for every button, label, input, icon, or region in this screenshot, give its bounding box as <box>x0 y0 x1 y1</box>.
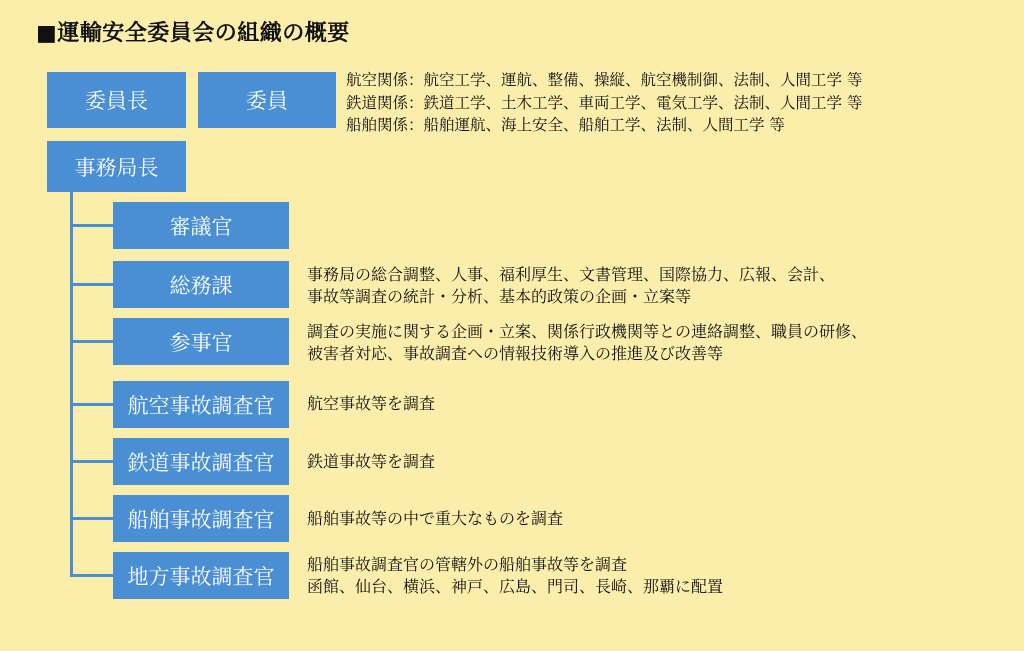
description-line: 被害者対応、事故調査への情報技術導入の推進及び改善等 <box>307 344 724 363</box>
unit-description <box>307 393 435 415</box>
description-line: 船舶事故調査官の管轄外の船舶事故等を調査 <box>307 555 628 574</box>
unit-box-aviation-investigator <box>113 381 289 428</box>
unit-label: 地方事故調査官 <box>127 564 275 589</box>
description-line: 航空事故等を調査 <box>307 394 436 413</box>
branch-line <box>70 403 113 406</box>
page-title: ■運輸安全委員会の組織の概要 <box>36 21 350 46</box>
unit-description <box>307 321 867 365</box>
member-label: 委員 <box>246 89 288 113</box>
branch-line <box>70 283 113 286</box>
unit-box-counsellor <box>113 318 289 365</box>
secretary-general-box <box>47 141 186 192</box>
unit-box-regional-investigator <box>113 552 289 599</box>
member-field-aviation: 航空関係：航空工学、運航、整備、操縦、航空機制御、法制、人間工学 等 <box>346 71 863 89</box>
description-line: 調査の実施に関する企画・立案、関係行政機関等との連絡調整、職員の研修、 <box>307 322 868 341</box>
description-line: 船舶事故等の中で重大なものを調査 <box>307 509 564 528</box>
branch-line <box>70 574 113 577</box>
unit-box-deliberation-officer <box>113 202 289 249</box>
unit-label: 船舶事故調査官 <box>127 507 275 532</box>
unit-description <box>307 451 435 473</box>
member-box <box>198 72 336 128</box>
description-line: 函館、仙台、横浜、神戸、広島、門司、長崎、那覇に配置 <box>307 577 724 596</box>
unit-label: 鉄道事故調査官 <box>127 450 275 475</box>
member-field-marine: 船舶関係：船舶運航、海上安全、船舶工学、法制、人間工学 等 <box>346 116 785 134</box>
secretary-general-label: 事務局長 <box>74 155 159 180</box>
chair-label: 委員長 <box>85 89 148 113</box>
chair-box <box>47 72 186 128</box>
unit-label: 航空事故調査官 <box>127 393 275 418</box>
unit-description <box>307 508 563 530</box>
branch-line <box>70 517 113 520</box>
member-field-railway: 鉄道関係：鉄道工学、土木工学、車両工学、電気工学、法制、人間工学 等 <box>346 93 863 112</box>
branch-line <box>70 340 113 343</box>
branch-line <box>70 224 113 227</box>
unit-box-railway-investigator <box>113 438 289 485</box>
unit-description <box>307 264 835 308</box>
unit-label: 参事官 <box>169 330 233 355</box>
unit-box-marine-investigator <box>113 495 289 542</box>
description-line: 事故等調査の統計・分析、基本的政策の企画・立案等 <box>307 287 692 306</box>
member-fields <box>346 69 862 137</box>
unit-description <box>307 554 723 598</box>
description-line: 鉄道事故等を調査 <box>307 452 436 471</box>
unit-label: 審議官 <box>169 214 233 239</box>
unit-box-general-affairs <box>113 261 289 308</box>
unit-label: 総務課 <box>169 273 233 298</box>
description-line: 事務局の総合調整、人事、福利厚生、文書管理、国際協力、広報、会計、 <box>307 265 836 284</box>
branch-line <box>70 460 113 463</box>
